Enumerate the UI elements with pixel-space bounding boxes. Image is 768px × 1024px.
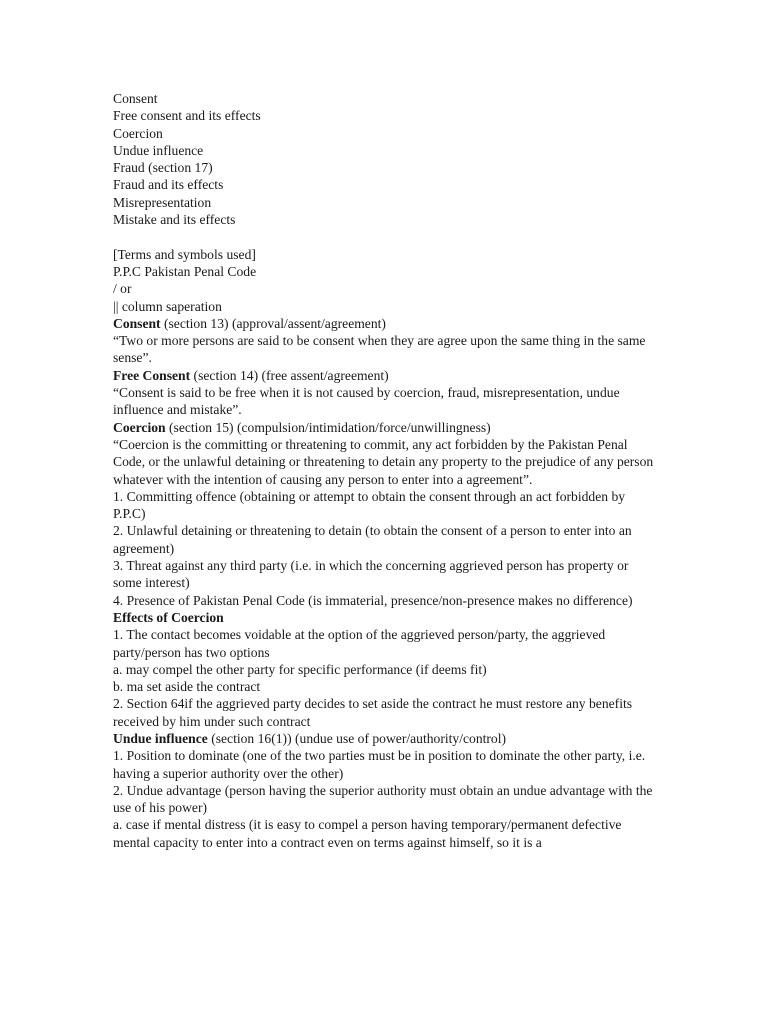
effects-point: a. may compel the other party for specific performance (if deems fit) (113, 661, 487, 677)
effects-of-coercion-heading-line (113, 609, 658, 626)
effects-point: 2. Section 64if the aggrieved party decides to set aside the contract he must restore any benefits received by him under such contract (113, 696, 633, 729)
effects-point: b. ma set aside the contract (113, 679, 261, 695)
coercion-point: 3. Threat against any third party (i.e. in which the concerning aggrieved person has property or some interest) (113, 558, 629, 591)
free-consent-definition: “Consent is said to be free when it is not caused by coercion, fraud, misrepresentation, undue influence and mistake”. (113, 385, 620, 418)
toc-item: Mistake and its effects (113, 212, 236, 228)
undue-influence-heading-line (113, 730, 658, 747)
undue-influence-section (113, 730, 658, 851)
toc-item: Coercion (113, 125, 163, 141)
free-consent-heading: Free Consent (113, 367, 191, 383)
coercion-heading: Coercion (113, 419, 166, 435)
consent-definition: “Two or more persons are said to be consent when they are agree upon the same thing in the same sense”. (113, 333, 646, 366)
undue-influence-point: 2. Undue advantage (person having the superior authority must obtain an undue advantage with the use of his power) (113, 782, 653, 816)
toc-item: Fraud (section 17) (113, 160, 213, 176)
coercion-meta: (section 15) (compulsion/intimidation/force/unwillingness) (165, 419, 491, 435)
terms-heading: [Terms and symbols used] (113, 246, 256, 262)
consent-meta: (section 13) (approval/assent/agreement) (160, 315, 386, 331)
consent-heading: Consent (113, 315, 161, 331)
undue-influence-point: a. case if mental distress (it is easy to compel a person having temporary/permanent defective mental capacity to enter into a contract even on terms against himself, so it is a (113, 817, 622, 850)
coercion-point: 4. Presence of Pakistan Penal Code (is immaterial, presence/non-presence makes no difference) (113, 592, 633, 608)
terms-item: / or (113, 281, 132, 297)
effects-of-coercion-section (113, 609, 658, 730)
coercion-section (113, 419, 658, 609)
free-consent-meta: (section 14) (free assent/agreement) (190, 367, 389, 383)
coercion-point: 1. Committing offence (obtaining or attempt to obtain the consent through an act forbidden by P.P.C) (113, 488, 626, 522)
terms-item: P.P.C Pakistan Penal Code (113, 263, 257, 279)
toc-item: Fraud and its effects (113, 177, 224, 193)
toc-item: Free consent and its effects (113, 108, 261, 124)
table-of-contents (113, 90, 658, 228)
document-page (113, 90, 658, 851)
terms-item: || column saperation (113, 298, 222, 314)
consent-section (113, 315, 658, 367)
toc-item: Undue influence (113, 142, 204, 158)
consent-heading-line (113, 315, 658, 332)
spacer (113, 228, 658, 245)
undue-influence-meta: (section 16(1)) (undue use of power/authority/control) (207, 730, 507, 746)
effects-of-coercion-heading: Effects of Coercion (113, 609, 224, 625)
coercion-definition: “Coercion is the committing or threatening to commit, any act forbidden by the Pakistan Penal Code, or the unlawful detaining or threatening to detain any property to the prejudice of any person whatever with the intention of causing any person to enter into a agreement”. (113, 436, 654, 487)
coercion-point: 2. Unlawful detaining or threatening to detain (to obtain the consent of a person to enter into an agreement) (113, 523, 632, 556)
undue-influence-heading: Undue influence (113, 730, 208, 746)
toc-item: Consent (113, 91, 158, 106)
toc-item: Misrepresentation (113, 194, 212, 210)
free-consent-heading-line (113, 367, 658, 384)
undue-influence-point: 1. Position to dominate (one of the two parties must be in position to dominate the other party, i.e. having a superior authority over the other) (113, 748, 646, 781)
terms-section (113, 246, 658, 315)
free-consent-section (113, 367, 658, 419)
effects-point: 1. The contact becomes voidable at the option of the aggrieved person/party, the aggrieved party/person has two options (113, 627, 606, 660)
coercion-heading-line (113, 419, 658, 436)
